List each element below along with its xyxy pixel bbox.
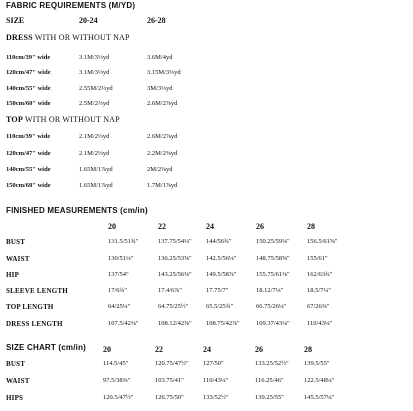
dress-row-label: 140cm/55" wide [6,85,51,92]
finished-value: 155.75/61⅜" [256,271,290,278]
top-row-label: 120cm/47" wide [6,150,51,157]
sizechart-value: 145.5/57¼" [304,394,335,401]
finished-value: 108.75/42⅞" [206,320,240,327]
finished-value: 18.5/7¼" [307,287,331,294]
sizechart-value: 97.5/38⅜" [103,377,131,384]
dress-row-value: 2.5M/2⅔yd [79,100,110,107]
top-row-label: 150cm/60" wide [6,182,51,189]
top-section-heading [6,115,120,124]
finished-value: 130/51¼" [108,255,134,262]
sizechart-size-col: 20 [103,345,111,354]
dress-row-label: 110cm/39" wide [6,54,51,61]
fabric-title: FABRIC REQUIREMENTS (M/YD) [6,1,136,10]
finished-value: 110/43¼" [307,320,333,327]
finished-value: 150.25/59⅛" [256,238,290,245]
finished-value: 108.12/42⅝" [158,320,192,327]
sizechart-size-col: 28 [304,345,312,354]
top-row-value: 1.65M/1⅞yd [79,166,113,173]
finished-size-col: 24 [206,222,214,231]
finished-value: 149.5/58⅞" [206,271,237,278]
fabric-size-col-2: 26-28 [147,16,166,25]
finished-value: 137/54" [108,271,129,278]
finished-value: 131.5/51¾" [108,238,139,245]
finished-value: 65.5/25¾" [206,303,234,310]
finished-value: 162/63¾" [307,271,333,278]
sizechart-row-label: WAIST [6,377,30,385]
finished-row-label: TOP LENGTH [6,303,54,311]
finished-value: 142.5/56⅛" [206,255,237,262]
top-row-value: 1.65M/1⅞yd [79,182,113,189]
sizechart-value: 133/52½" [203,394,229,401]
dress-row-value: 3.1M/3⅓yd [79,69,110,76]
sizechart-title: SIZE CHART (cm/in) [6,343,87,352]
finished-value: 17/6¾" [108,287,128,294]
top-row-value: 2.1M/2⅓yd [79,133,110,140]
sizechart-value: 116.25/46" [255,377,284,384]
finished-value: 109.37/43⅛" [256,320,290,327]
dress-row-value: 3.6M/4yd [147,54,173,61]
dress-row-value: 3.1M/3⅓yd [79,54,110,61]
finished-value: 66.75/26¼" [256,303,287,310]
finished-value: 18.12/7⅛" [256,287,284,294]
sizechart-value: 120.5/47½" [103,394,134,401]
dress-row-value: 2.6M/2⅞yd [147,100,178,107]
finished-value: 64.75/25½" [158,303,189,310]
sizechart-value: 139.25/55" [255,394,284,401]
finished-value: 155/61" [307,255,328,262]
finished-value: 148.75/58⅝" [256,255,290,262]
sizechart-value: 120.75/47½" [155,360,189,367]
dress-prefix: DRESS [6,33,33,42]
finished-row-label: HIP [6,271,20,279]
finished-title: FINISHED MEASUREMENTS (cm/in) [6,206,148,215]
sizechart-value: 103.75/41" [155,377,184,384]
finished-size-col: 22 [158,222,166,231]
sizechart-size-col: 26 [255,345,263,354]
finished-value: 17.75/7" [206,287,229,294]
sizechart-value: 127/50" [203,360,224,367]
fabric-size-col-1: 20-24 [79,16,98,25]
sizechart-value: 133.25/52½" [255,360,289,367]
dress-suffix: WITH OR WITHOUT NAP [34,33,130,42]
finished-value: 143.25/56⅜" [158,271,192,278]
top-suffix: WITH OR WITHOUT NAP [24,115,120,124]
dress-row-label: 120cm/47" wide [6,69,51,76]
dress-row-value: 3M/3⅓yd [147,85,173,92]
finished-size-col: 26 [256,222,264,231]
sizechart-value: 126.75/50" [155,394,184,401]
finished-size-col: 28 [307,222,315,231]
finished-value: 64/25¼" [108,303,131,310]
finished-value: 137.75/54¼" [158,238,192,245]
fabric-size-label: SIZE [6,16,25,25]
dress-row-value: 2.55M/2⅔yd [79,85,113,92]
dress-row-value: 3.15M/3⅓yd [147,69,181,76]
sizechart-size-col: 24 [203,345,211,354]
top-prefix: TOP [6,115,23,124]
finished-value: 107.5/42⅜" [108,320,139,327]
finished-value: 67/26⅜" [307,303,330,310]
sizechart-size-col: 22 [155,345,163,354]
top-row-label: 110cm/39" wide [6,133,51,140]
finished-row-label: SLEEVE LENGTH [6,287,68,295]
sizechart-value: 114.5/45" [103,360,129,367]
finished-row-label: WAIST [6,255,30,263]
finished-value: 144/56¾" [206,238,232,245]
finished-value: 17.4/6⅞" [158,287,182,294]
sizechart-value: 139.5/55" [304,360,330,367]
finished-size-col: 20 [108,222,116,231]
top-row-value: 2M/2⅛yd [147,166,173,173]
sizechart-row-label: HIPS [6,394,24,402]
top-row-value: 1.7M/1⅞yd [147,182,178,189]
sizechart-value: 122.5/48¼" [304,377,335,384]
sizechart-value: 110/43¼" [203,377,229,384]
sizechart-row-label: BUST [6,360,26,368]
finished-value: 136.25/53⅝" [158,255,192,262]
top-row-value: 2.2M/2⅜yd [147,150,178,157]
finished-value: 156.5/61⅝" [307,238,338,245]
finished-row-label: DRESS LENGTH [6,320,63,328]
finished-row-label: BUST [6,238,26,246]
top-row-value: 2.1M/2⅓yd [79,150,110,157]
top-row-value: 2.6M/2⅞yd [147,133,178,140]
dress-section-heading [6,33,130,42]
dress-row-label: 150cm/60" wide [6,100,51,107]
top-row-label: 140cm/55" wide [6,166,51,173]
